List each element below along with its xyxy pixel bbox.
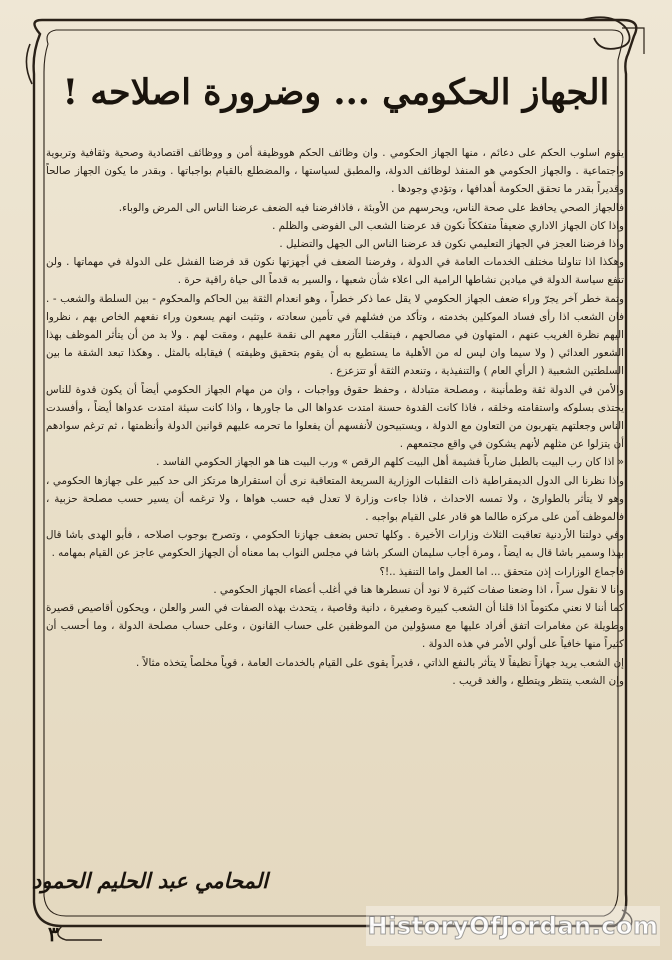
paragraph: فاجماع الوزارات إذن متحقق ... اما العمل واما التنفيذ ..!؟ xyxy=(379,565,624,578)
paragraph: والأمن في الدولة ثقة وطمأنينة ، ومصلحة متبادلة ، وحفظ حقوق وواجبات ، وان من مهام الجهاز الحكومي أيضاً أن يكون قدوة للناس يحتذى بسلوكه واستقامته وخلقه ، فاذا كانت القدوة حسنة امتدت عدواها الى ما جاورها ، واذا كانت سيئة امتدت عدواها أيضاً ، وأفسدت الناس وجعلتهم يتهربون من التعاون مع الدولة ، ويستبيحون لأنفسهم أن يفعلوا ما تحرمه عليهم قوانين الدولة وأنظمتها ، ثم ترغم سوادهم أن يتزلوا عن مثلهم لأنهم يشكون في واقع مجتمعهم . xyxy=(46,383,624,451)
watermark-text: HistoryOfJordan.com xyxy=(367,912,659,940)
paragraph: واذا نظرنا الى الدول الديمقراطية ذات التقلبات الوزارية السريعة المتعاقبة نرى أن استقرارها مرتكز الى حد كبير على جهازها الحكومي ، وهو لا يتأثر بالطوارئ ، ولا تمسه الاحداث ، فاذا جاءت وزارة لا تعدل فيه حسب هواها ، ولا ترغمه أن يسير حسب مصلحة حزبية ، فالموظف آمن على مركزه طالما هو قادر على القيام بواجبه . xyxy=(46,474,624,524)
paragraph: « اذا كان رب البيت بالطبل ضارباً فشيمة أهل البيت كلهم الرقص » ورب البيت هنا هو الجهاز الحكومي الفاسد . xyxy=(156,456,624,469)
paragraph: وفي دولتنا الأردنية تعاقبت الثلاث وزارات الأخيرة . وكلها تحس بضعف جهازنا الحكومي ، وتصرح بوجوب اصلاحه ، فأبو الهدى باشا قال بهذا وسمير باشا قال به ايضاً ، ومرة أجاب سليمان السكر باشا في مجلس النواب بما معناه أن الجهاز الحكومي عاجز عن القيام بمهامه . xyxy=(46,529,624,560)
headline-box xyxy=(46,54,626,130)
paragraph: إن الشعب يريد جهازاً نظيفاً لا يتأثر بالنفع الذاتي ، قديراً يقوى على القيام بالخدمات العامة ، قوياً مخلصاً يتخذه مثالاً . xyxy=(136,656,624,669)
page-number: ٣ xyxy=(48,922,59,946)
watermark xyxy=(366,906,660,946)
paragraph: واذا كان الجهاز الاداري ضعيفاً متفككاً نكون قد عرضنا الشعب الى الفوضى والظلم . xyxy=(272,219,624,232)
paragraph: واذا فرضنا العجز في الجهاز التعليمي نكون قد عرضنا الناس الى الجهل والتضليل . xyxy=(279,238,624,251)
paragraph: يقوم اسلوب الحكم على دعائم ، منها الجهاز الحكومي . وان وظائف الحكم هووظيفة أمن و ووظائف اقتصادية وصحية وثقافية وتربوية واجتماعية . والجهاز الحكومي هو المنفذ لوظائف الدولة، والمطبق لسياستها ، والمضطلع بالقيام بواجباتها . وبقدر ما يكون الجهاز صالحاً وقديراً بقدر ما تحقق الحكومة أهدافها ، وتؤدي وجودها . xyxy=(46,147,624,196)
paragraph: وإن الشعب ينتظر ويتطلع ، والغد قريب . xyxy=(452,674,624,687)
article-title: الجهاز الحكومي ... وضرورة اصلاحه ! xyxy=(62,71,610,113)
paragraph: وثمة خطر آخر يجرّ وراء ضعف الجهاز الحكومي لا يقل عما ذكر خطراً ، وهو انعدام الثقة بين الحاكم والمحكوم - بين السلطة والشعب - . فان الشعب اذا رأى فساد الموكلين بخدمته ، وتأكد من فشلهم في تأمين سعادته ، وتثبت انهم يسعون وراء نفعهم الخاص بهم ، نظروا اليهم نظرة الغريب عنهم ، المتهاون في مصالحهم ، فينقلب التآزر معهم الى نقمة عليهم ، ومقت لهم . ولا بد من أن يتأثر الموظف بهذا الشعور العدائي ( ولا سيما وان ليس له من الأهلية ما يستطيع به أن يقوم بتحقيق وظيفته ) فيقابله بالمثل . وهكذا تبعد الشقة ما بين السلطتين الشعبية ( الرأي العام ) والتنفيذية ، وتنعدم الثقة أو تتزعزع . xyxy=(46,292,624,378)
paragraph: وهكذا اذا تناولنا مختلف الخدمات العامة في الدولة ، وفرضنا الضعف في أجهزتها نكون قد فرضنا الفشل على الدولة في مهماتها . ولن تنفع سياسة الدولة في ميادين نشاطها الرامية الى اعلاء شأن شعبها ، والسير به قدماً الى حياة راقية حرة . xyxy=(46,256,624,287)
paragraph: كما أننا لا نعني مكتوماً اذا قلنا أن الشعب كبيرة وصغيرة ، دانية وقاصية ، يتحدث بهذه الصفات في السر والعلن ، ويحكون أقاصيص قصيرة وطويلة عن مغامرات اتفق أفراد عليها مع مسؤولين من الموظفين على حساب القانون ، وعلى حساب مصلحة الدولة ، وما أحسب أن كثيراً منها خافياً على أولي الأمر في هذه الدولة . xyxy=(46,602,624,651)
author-signature: المحامي عبد الحليم الحمود xyxy=(31,868,268,893)
paragraph: وانا لا نقول سراً ، اذا وضعنا صفات كثيرة لا نود أن نسطرها هنا في أغلب أعضاء الجهاز الحكومي . xyxy=(213,583,624,596)
article-body xyxy=(46,144,624,870)
paragraph: فالجهاز الصحي يحافظ على صحة الناس، ويحرسهم من الأوبئة ، فاذافرضنا فيه الضعف عرضنا الناس الى المرض والوباء. xyxy=(118,201,624,214)
